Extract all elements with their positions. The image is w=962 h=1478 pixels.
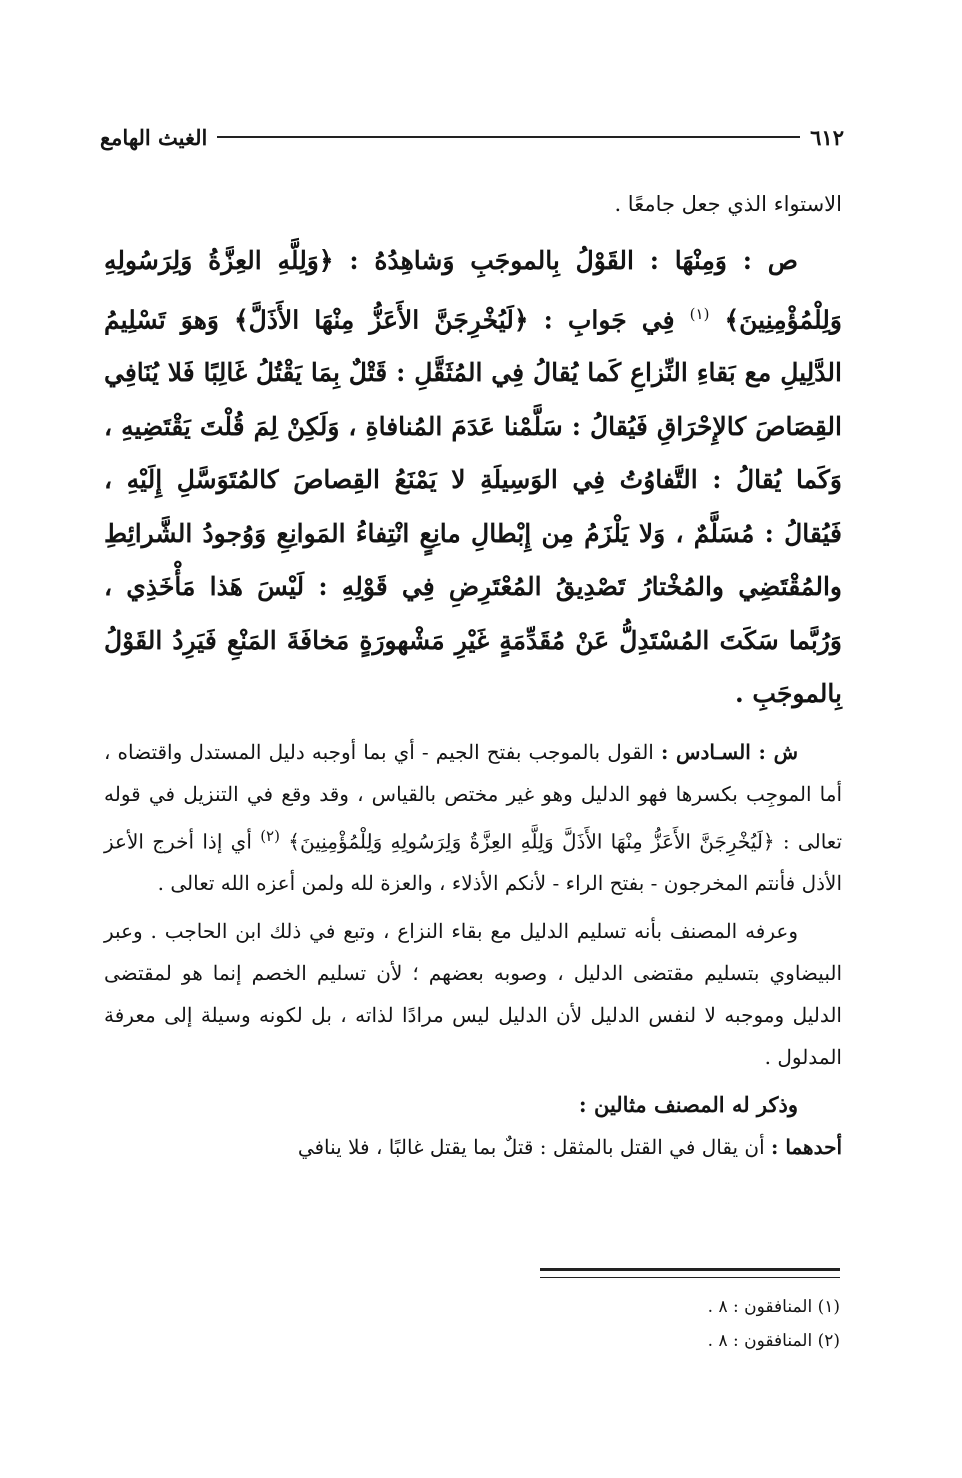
sharh-paragraph-1 [104, 731, 842, 905]
matn-text-a: ص : وَمِنْهَا : القَوْلُ بِالموجَبِ وَشاهِدُهُ : ﴿وَلِلَّهِ العِزَّةُ وَلِرَسُولِهِ وَلِلْمُؤْمِنِينَ﴾ [104, 246, 842, 334]
sharh1-text-b: أي إذا أخرج الأعز الأذل فأنتم المخرجون - بفتح الراء - لأنكم الأذلاء ، والعزة لله ولمن أعزه الله تعالى . [104, 829, 842, 896]
main-text [104, 182, 842, 1168]
sharh-paragraph-2: وعرفه المصنف بأنه تسليم الدليل مع بقاء النزاع ، وتبع في ذلك ابن الحاجب . وعبر البيضاوي بتسليم مقتضى الدليل ، وصوبه بعضهم ؛ لأن تسليم الخصم إنما هو لمقتضى الدليل وموجبه لا لنفس الدليل لأن الدليل ليس مرادًا لذاته ، بل لكونه وسيلة إلى معرفة المدلول . [104, 919, 843, 1070]
footnote-2: (٢) المنافقون : ٨ . [707, 1331, 840, 1351]
footnotes [500, 1290, 840, 1358]
sharh1-text-a: القول بالموجب بفتح الجيم - أي بما أوجبه دليل المستدل واقتضاه ، أما الموجِب بكسرها فهو الدليل وهو غير مختص بالقياس ، وقد وقع في التنزيل في قوله تعالى : ﴿لَيُخْرِجَنَّ الأَعَزُّ مِنْهَا الأَذَلَّ وَلِلَّهِ العِزَّةُ وَلِرَسُولِهِ وَلِلْمُؤْمِنِينَ﴾ [104, 739, 843, 854]
book-title: الغيث الهامع [100, 124, 208, 150]
header-rule [217, 136, 800, 138]
footnote-ref-1[interactable]: (١) [689, 304, 710, 323]
examples-heading: وذكر له المصنف مثالين : [578, 1092, 798, 1118]
matn-text-b: فِي جَوابِ : ﴿لَيُخْرِجَنَّ الأَعَزُّ مِنْهَا الأَذَلَّ﴾ وَهوَ تَسْلِيمُ الدَّلِيلِ مع بَقاءِ النِّزاعِ كَما يُقالُ فِي المُثَقَّلِ : قَتْلٌ بِمَا يَقْتُلُ غَالِبًا فَلا يُنَافِي القِصَاصَ كالإِحْرَاقِ فَيُقالُ : سَلَّمْنا عَدَمَ المُنافاةِ ، وَلَكِنْ لِمَ قُلْتَ يَقْتَضِيهِ ، وَكَما يُقالُ : التَّفاوُتُ فِي الوَسِيلَةِ لا يَمْنَعُ القِصاصَ كالمُتَوَسَّلِ إِلَيْهِ ، فَيُقالُ : مُسَلَّمٌ ، وَلا يَلْزَمُ مِن إِبْطالِ مانِعٍ انْتِفاءُ المَوانِعِ وَوُجودُ الشَّرائِطِ والمُقْتَضِي والمُخْتارُ تَصْدِيقُ المُعْتَرِضِ فِي قَوْلِهِ : لَيْسَ هَذا مَأْخَذِي ، وَرُبَّما سَكَتَ المُسْتَدِلُّ عَنْ مُقَدِّمَةٍ غَيْرِ مَشْهورَةٍ مَخافَةَ المَنْعِ فَيَرِدُ القَوْلُ بِالموجَبِ . [104, 304, 842, 709]
first-example-text: أن يقال في القتل بالمثقل : قتلٌ بما يقتل غالبًا ، فلا ينافي [297, 1135, 765, 1160]
matn-paragraph [104, 234, 842, 721]
intro-line: الاستواء الذي جعل جامعًا . [614, 192, 842, 216]
first-example-lead: أحدهما : [771, 1135, 842, 1160]
page-number: ٦١٢ [810, 124, 844, 150]
first-example [104, 1126, 842, 1168]
footnote-1: (١) المنافقون : ٨ . [707, 1297, 840, 1317]
footnote-separator [540, 1268, 840, 1278]
sharh-lead: ش : السـادس : [660, 739, 798, 764]
running-header [100, 120, 844, 154]
footnote-ref-2[interactable]: (٢) [260, 826, 280, 845]
